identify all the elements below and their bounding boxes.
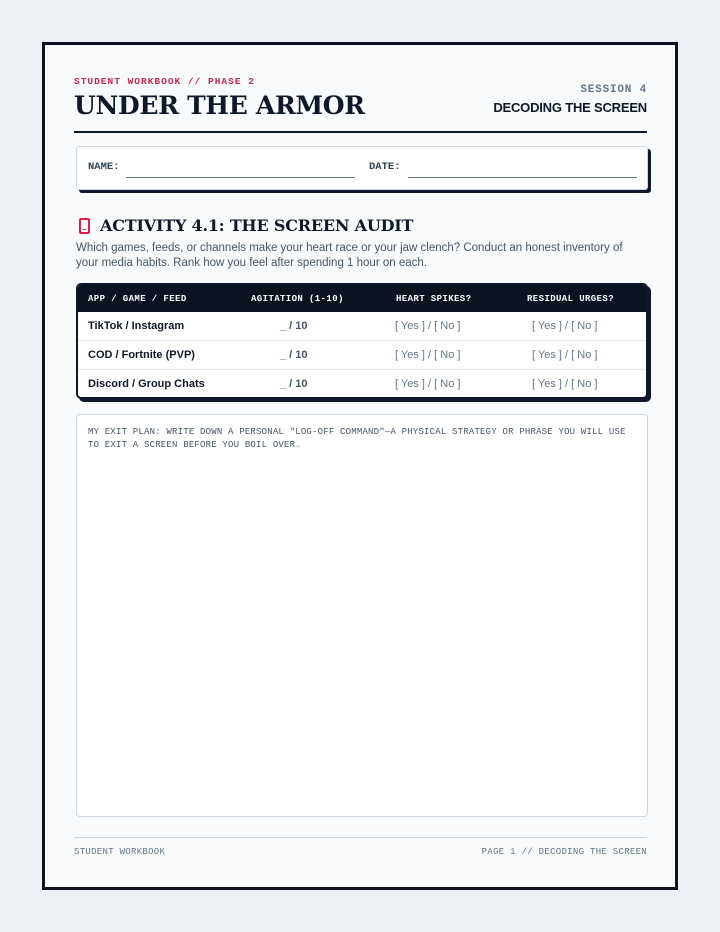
page-title: UNDER THE ARMOR [74, 91, 365, 120]
workbook-eyebrow: STUDENT WORKBOOK // PHASE 2 [74, 76, 255, 87]
page-header [74, 73, 647, 133]
name-label: NAME: [88, 161, 120, 173]
row-residual-urges[interactable]: [ Yes ] / [ No ] [532, 320, 598, 332]
column-header-heart-spikes: HEART SPIKES? [396, 294, 472, 304]
row-app: TikTok / Instagram [88, 320, 185, 332]
row-agitation[interactable]: _ / 10 [280, 320, 308, 332]
footer-left: STUDENT WORKBOOK [74, 847, 166, 857]
row-heart-spikes[interactable]: [ Yes ] / [ No ] [395, 320, 461, 332]
footer-page-number: PAGE 1 // DECODING THE SCREEN [481, 847, 647, 857]
row-app: COD / Fortnite (PVP) [88, 349, 195, 361]
date-field[interactable] [408, 177, 637, 178]
column-header-agitation: AGITATION (1-10) [251, 294, 344, 304]
date-label: DATE: [369, 161, 401, 173]
page-footer [74, 837, 647, 867]
column-header-app: APP / GAME / FEED [88, 294, 187, 304]
exit-plan-prompt: MY EXIT PLAN: WRITE DOWN A PERSONAL "LOG-OFF COMMAND"—A PHYSICAL STRATEGY OR PHRASE YOU WILL USE TO EXIT A SCREEN BEFORE YOU BOIL OVER. [88, 427, 626, 450]
activity-title: ACTIVITY 4.1: THE SCREEN AUDIT [100, 216, 414, 235]
table-row [78, 341, 646, 370]
row-agitation[interactable]: _ / 10 [280, 349, 308, 361]
table-row [78, 312, 646, 341]
table-header [78, 285, 646, 312]
table-row [78, 370, 646, 399]
row-heart-spikes[interactable]: [ Yes ] / [ No ] [395, 378, 461, 390]
row-app: Discord / Group Chats [88, 378, 205, 390]
session-label: SESSION 4 [580, 84, 647, 96]
screen-audit-table [76, 283, 648, 399]
column-header-residual-urges: RESIDUAL URGES? [527, 294, 615, 304]
row-residual-urges[interactable]: [ Yes ] / [ No ] [532, 378, 598, 390]
session-subtitle: DECODING THE SCREEN [493, 100, 647, 115]
name-date-box [76, 146, 648, 190]
worksheet-page [42, 42, 678, 890]
row-heart-spikes[interactable]: [ Yes ] / [ No ] [395, 349, 461, 361]
name-field[interactable] [126, 177, 355, 178]
row-residual-urges[interactable]: [ Yes ] / [ No ] [532, 349, 598, 361]
activity-description: Which games, feeds, or channels make your heart race or your jaw clench? Conduct an honest inventory of your media habits. Rank how you feel after spending 1 hour on each. [76, 242, 623, 269]
row-agitation[interactable]: _ / 10 [280, 378, 308, 390]
exit-plan-box[interactable] [76, 414, 648, 817]
phone-icon [79, 218, 90, 234]
